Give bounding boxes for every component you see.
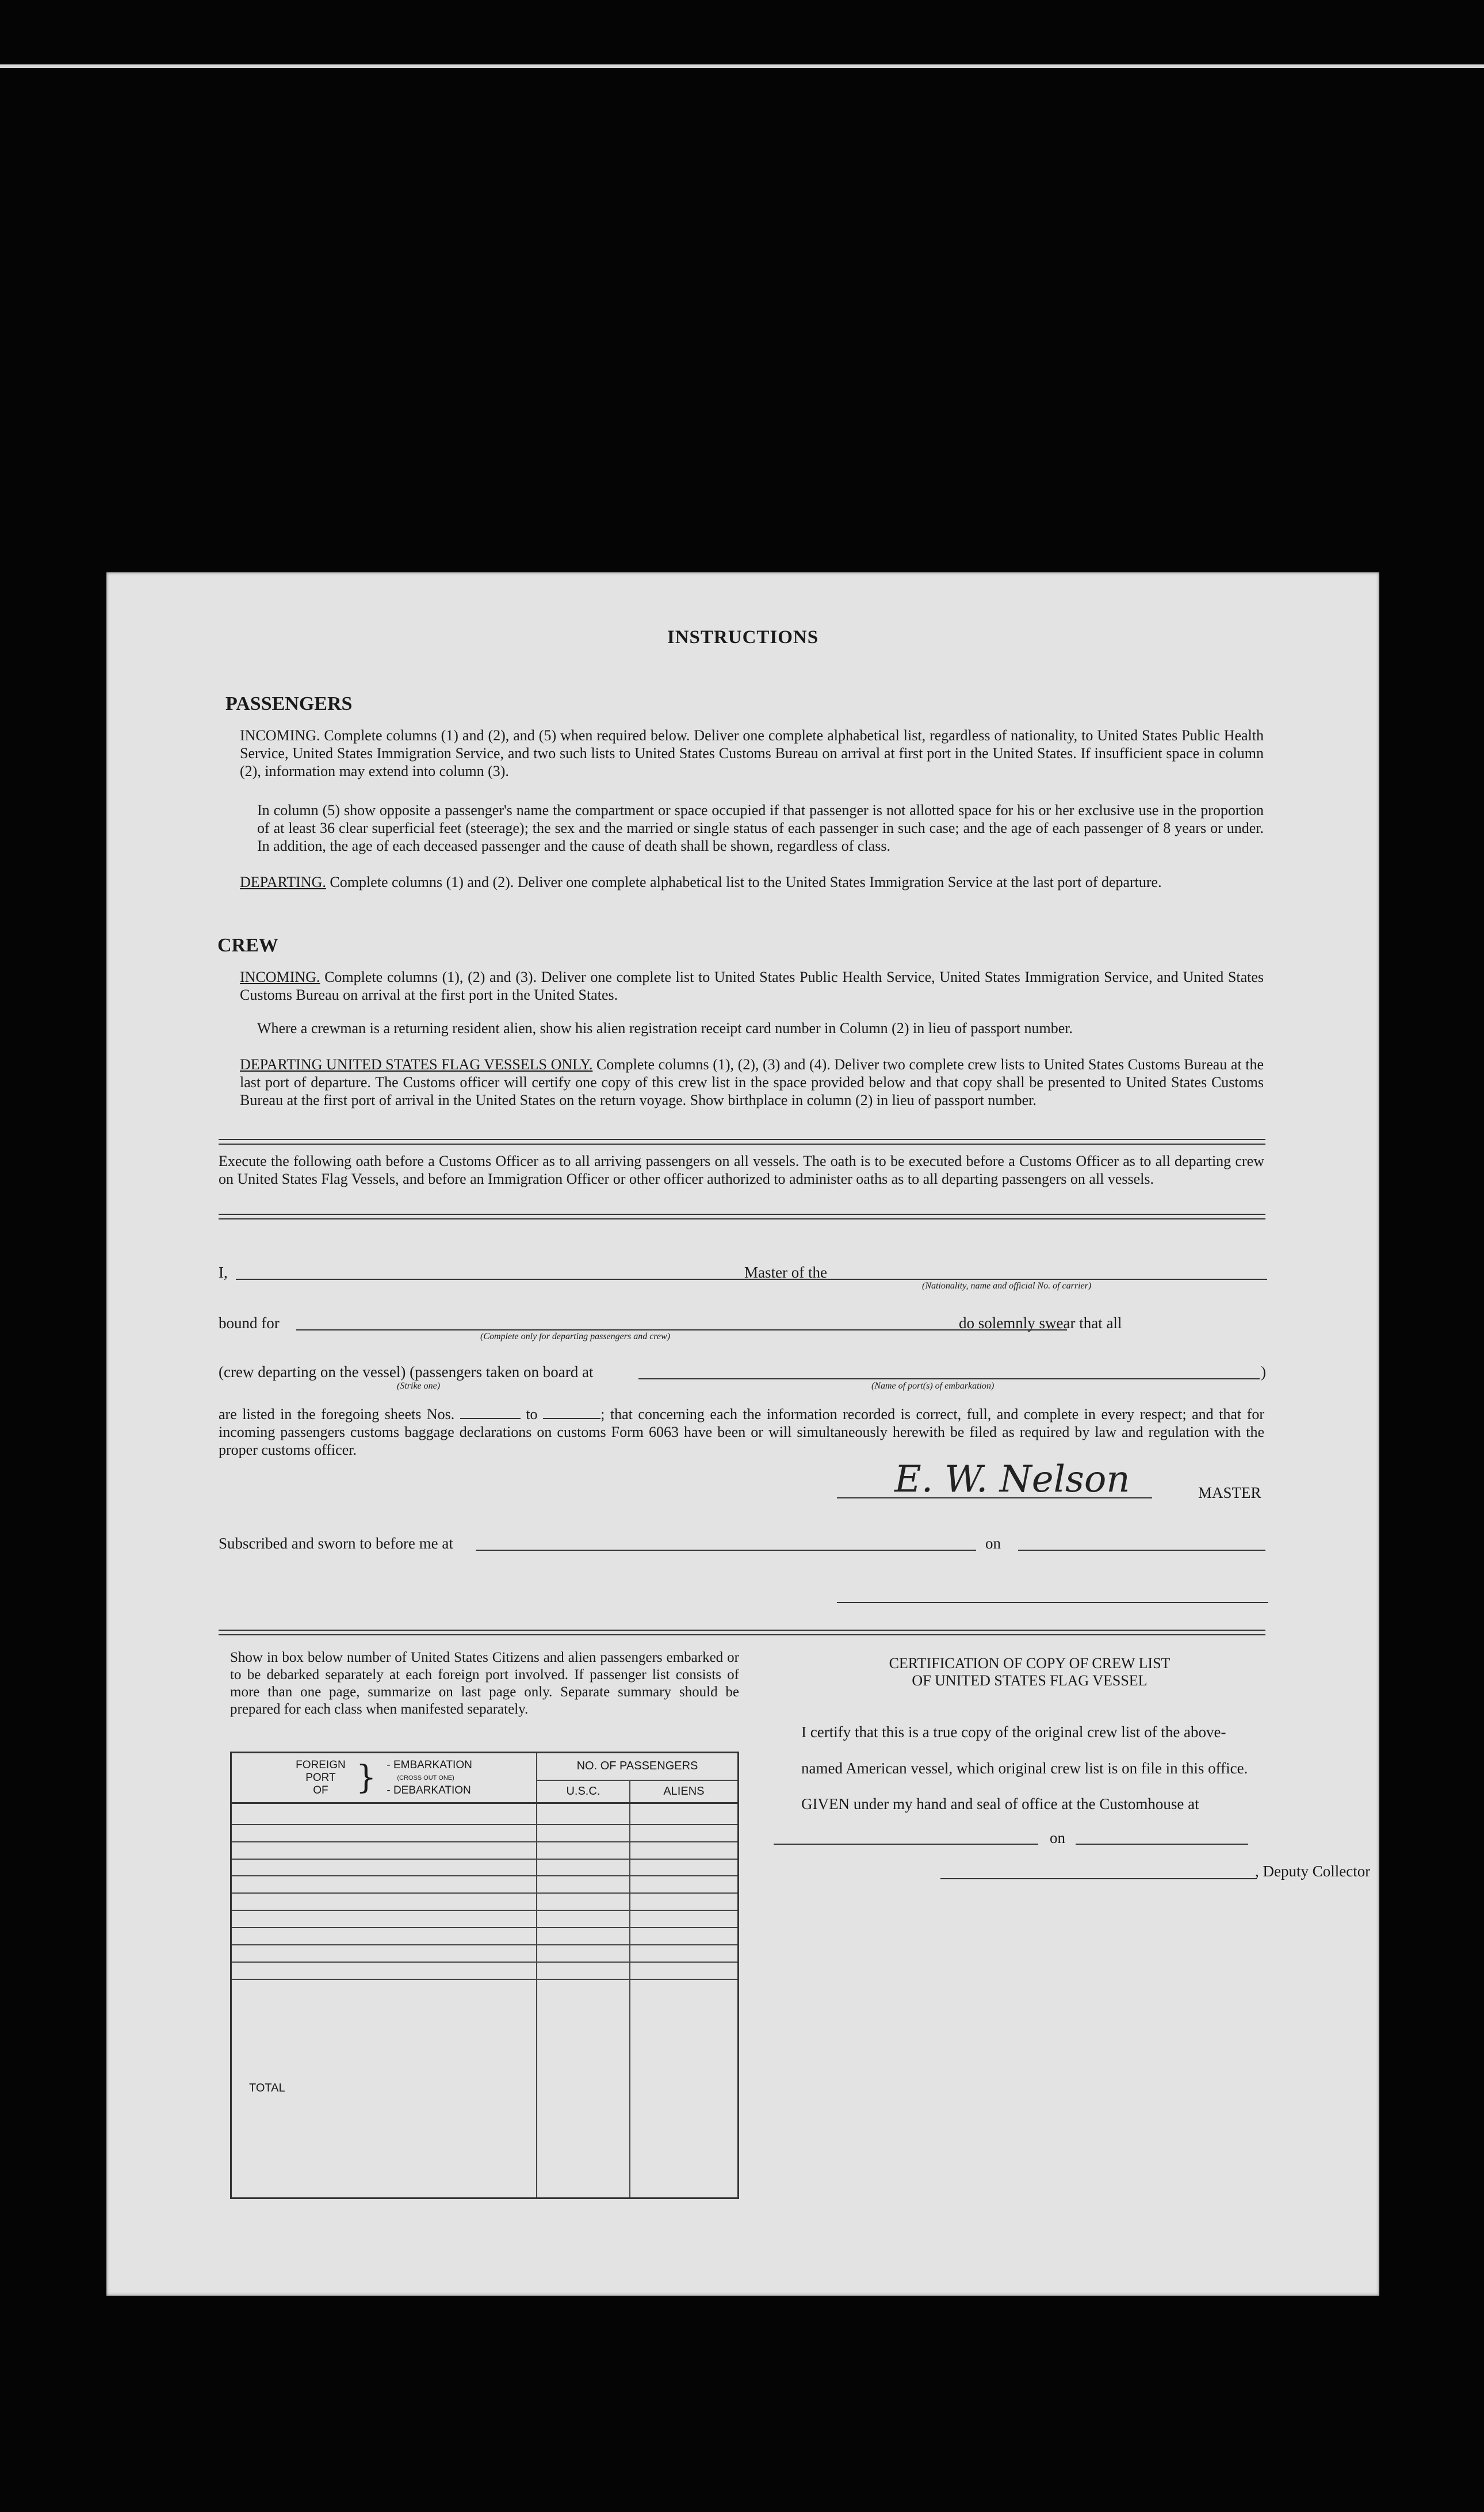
page-title: INSTRUCTIONS bbox=[667, 627, 819, 648]
total-label: TOTAL bbox=[231, 1979, 537, 2199]
sworn-place-field[interactable] bbox=[476, 1550, 976, 1551]
crew-departing-label: DEPARTING UNITED STATES FLAG VESSELS ONLY. bbox=[240, 1056, 593, 1073]
form-page bbox=[106, 572, 1379, 2296]
passenger-summary-table bbox=[230, 1752, 739, 2199]
crew-incoming-label: INCOMING. bbox=[240, 969, 320, 985]
aliens-cell[interactable] bbox=[630, 1893, 739, 1910]
divider bbox=[219, 1630, 1265, 1635]
usc-cell[interactable] bbox=[537, 1859, 630, 1876]
master-signature: E. W. Nelson bbox=[894, 1458, 1130, 1501]
master-label: MASTER bbox=[1198, 1484, 1261, 1501]
passengers-incoming-text: Complete columns (1) and (2), and (5) when required below. Deliver one complete alphabetical list, regardless of nationality, to United States Public Health Service, United States Immigration Service, and two such lists to United States Customs Bureau on arrival at first port in the United States. If insufficient space in column (2), information may extend into column (3). bbox=[240, 727, 1264, 779]
of-label: OF bbox=[313, 1784, 328, 1796]
debarkation-label: - DEBARKATION bbox=[387, 1784, 471, 1796]
bound-for-field[interactable] bbox=[296, 1329, 1067, 1330]
carrier-field[interactable] bbox=[837, 1279, 1267, 1280]
embarkation-label: - EMBARKATION bbox=[387, 1758, 472, 1771]
no-passengers-header: NO. OF PASSENGERS bbox=[537, 1753, 739, 1780]
port-cell[interactable] bbox=[231, 1803, 537, 1825]
crew-departing bbox=[240, 1056, 1264, 1109]
divider bbox=[219, 1214, 1265, 1219]
port-cell[interactable] bbox=[231, 1910, 537, 1928]
summary-instruction: Show in box below number of United States Citizens and alien passengers embarked or to be debarked separately at each foreign port involved. If passenger list consists of more than one page, summarize on last page only. Separate summary should be prepared for each class when manifested separately. bbox=[230, 1650, 739, 1717]
aliens-cell[interactable] bbox=[630, 1825, 739, 1842]
divider bbox=[219, 1139, 1265, 1145]
sheet-to-field[interactable] bbox=[543, 1418, 601, 1419]
usc-cell[interactable] bbox=[537, 1842, 630, 1859]
port-cell[interactable] bbox=[231, 1928, 537, 1945]
port-cell[interactable] bbox=[231, 1859, 537, 1876]
aliens-cell[interactable] bbox=[630, 1928, 739, 1945]
aliens-cell[interactable] bbox=[630, 1910, 739, 1928]
passengers-incoming-label: INCOMING. bbox=[240, 727, 320, 744]
officer-signature-field[interactable] bbox=[837, 1602, 1268, 1603]
embarkation-port-field[interactable] bbox=[638, 1378, 1260, 1379]
master-of-label: Master of the bbox=[744, 1264, 827, 1281]
to-label: to bbox=[526, 1406, 538, 1423]
aliens-cell[interactable] bbox=[630, 1962, 739, 1979]
listed-statement bbox=[219, 1405, 1264, 1459]
port-cell[interactable] bbox=[231, 1945, 537, 1962]
bound-for-label: bound for bbox=[219, 1314, 280, 1332]
crew-incoming-text: Complete columns (1), (2) and (3). Deliver one complete list to United States Public Health Service, United States Immigration Service, and United States Customs Bureau on arrival at the first port in the United States. bbox=[240, 969, 1264, 1003]
listed-rest: ; that concerning each the information recorded is correct, full, and complete in every respect; and that for incoming passengers customs baggage declarations on customs Form 6063 have been or will simultaneously herewith be filed as required by law and regulation with the proper customs officer. bbox=[219, 1406, 1264, 1458]
certification-title-2: OF UNITED STATES FLAG VESSEL bbox=[912, 1672, 1148, 1689]
passengers-incoming bbox=[240, 727, 1264, 780]
port-cell[interactable] bbox=[231, 1893, 537, 1910]
usc-cell[interactable] bbox=[537, 1876, 630, 1893]
port-cell[interactable] bbox=[231, 1825, 537, 1842]
usc-cell[interactable] bbox=[537, 1928, 630, 1945]
foreign-label: FOREIGN bbox=[296, 1758, 346, 1771]
certify-line-3: GIVEN under my hand and seal of office at the Customhouse at bbox=[801, 1795, 1199, 1813]
usc-cell[interactable] bbox=[537, 1945, 630, 1962]
passengers-heading: PASSENGERS bbox=[225, 693, 353, 714]
cross-out-label: (CROSS OUT ONE) bbox=[397, 1774, 454, 1781]
complete-only-hint: (Complete only for departing passengers and crew) bbox=[480, 1332, 671, 1341]
nationality-hint: (Nationality, name and official No. of carrier) bbox=[922, 1281, 1092, 1291]
passengers-departing-text: Complete columns (1) and (2). Deliver one complete alphabetical list to the United States Immigration Service at the last port of departure. bbox=[330, 874, 1162, 890]
cert-on-label: on bbox=[1050, 1829, 1065, 1846]
usc-cell[interactable] bbox=[537, 1893, 630, 1910]
passengers-departing-label: DEPARTING. bbox=[240, 874, 326, 890]
port-cell[interactable] bbox=[231, 1876, 537, 1893]
usc-cell[interactable] bbox=[537, 1803, 630, 1825]
sheet-from-field[interactable] bbox=[460, 1418, 521, 1419]
usc-total-cell[interactable] bbox=[537, 1979, 630, 2199]
oath-i-label: I, bbox=[219, 1264, 228, 1281]
aliens-total-cell[interactable] bbox=[630, 1979, 739, 2199]
usc-cell[interactable] bbox=[537, 1962, 630, 1979]
port-column-header bbox=[231, 1753, 537, 1803]
deputy-collector-label: , Deputy Collector bbox=[1255, 1863, 1371, 1880]
customhouse-field[interactable] bbox=[774, 1844, 1038, 1845]
strike-one-hint: (Strike one) bbox=[397, 1381, 441, 1391]
certify-line-1: I certify that this is a true copy of the original crew list of the above- bbox=[801, 1723, 1226, 1741]
swear-label: do solemnly swear that all bbox=[959, 1314, 1122, 1332]
passengers-column5: In column (5) show opposite a passenger's name the compartment or space occupied if that passenger is not allotted space for his or her exclusive use in the proportion of at least 36 clear superficial feet (steerage); the sex and the married or single status of each passenger in such case; and the age of each passenger of 8 years or under. In addition, the age of each deceased passenger and the cause of death shall be shown, regardless of class. bbox=[257, 802, 1264, 854]
sworn-date-field[interactable] bbox=[1018, 1550, 1265, 1551]
crew-passengers-label: (crew departing on the vessel) (passengers taken on board at bbox=[219, 1363, 594, 1381]
oath-instruction: Execute the following oath before a Customs Officer as to all arriving passengers on all vessels. The oath is to be executed before a Customs Officer as to all departing crew on United States Flag Vessels, and before an Immigration Officer or other officer authorized to administer oaths as to all departing passengers on all vessels. bbox=[219, 1153, 1264, 1187]
crew-incoming bbox=[240, 968, 1264, 1004]
cert-date-field[interactable] bbox=[1076, 1844, 1248, 1845]
crew-resident-alien: Where a crewman is a returning resident alien, show his alien registration receipt card number in Column (2) in lieu of passport number. bbox=[257, 1020, 1073, 1037]
aliens-cell[interactable] bbox=[630, 1859, 739, 1876]
crew-departing-text: Complete columns (1), (2), (3) and (4). Deliver two complete crew lists to United States Customs Bureau at the last port of departure. The Customs officer will certify one copy of this crew list in the space provided below and that copy shall be presented to United States Customs Bureau at the first port of arrival in the United States on the return voyage. Show birthplace in column (2) in lieu of passport number. bbox=[240, 1056, 1264, 1108]
aliens-cell[interactable] bbox=[630, 1842, 739, 1859]
sworn-on-label: on bbox=[985, 1535, 1001, 1552]
certification-title bbox=[791, 1655, 1268, 1689]
listed-prefix: are listed in the foregoing sheets Nos. bbox=[219, 1406, 455, 1423]
close-paren: ) bbox=[1261, 1363, 1266, 1381]
usc-header: U.S.C. bbox=[537, 1780, 630, 1803]
usc-cell[interactable] bbox=[537, 1825, 630, 1842]
port-cell[interactable] bbox=[231, 1962, 537, 1979]
passengers-departing bbox=[240, 873, 1264, 891]
deputy-signature-field[interactable] bbox=[940, 1878, 1257, 1879]
port-cell[interactable] bbox=[231, 1842, 537, 1859]
aliens-header: ALIENS bbox=[630, 1780, 739, 1803]
aliens-cell[interactable] bbox=[630, 1803, 739, 1825]
aliens-cell[interactable] bbox=[630, 1876, 739, 1893]
usc-cell[interactable] bbox=[537, 1910, 630, 1928]
crew-heading: CREW bbox=[217, 935, 278, 956]
certification-title-1: CERTIFICATION OF COPY OF CREW LIST bbox=[889, 1655, 1171, 1672]
port-label: PORT bbox=[305, 1771, 336, 1784]
certify-line-2: named American vessel, which original crew list is on file in this office. bbox=[801, 1760, 1248, 1777]
aliens-cell[interactable] bbox=[630, 1945, 739, 1962]
port-hint: (Name of port(s) of embarkation) bbox=[871, 1381, 995, 1391]
film-edge-line bbox=[0, 64, 1484, 68]
subscribed-label: Subscribed and sworn to before me at bbox=[219, 1535, 453, 1552]
brace-icon: } bbox=[355, 1758, 377, 1796]
